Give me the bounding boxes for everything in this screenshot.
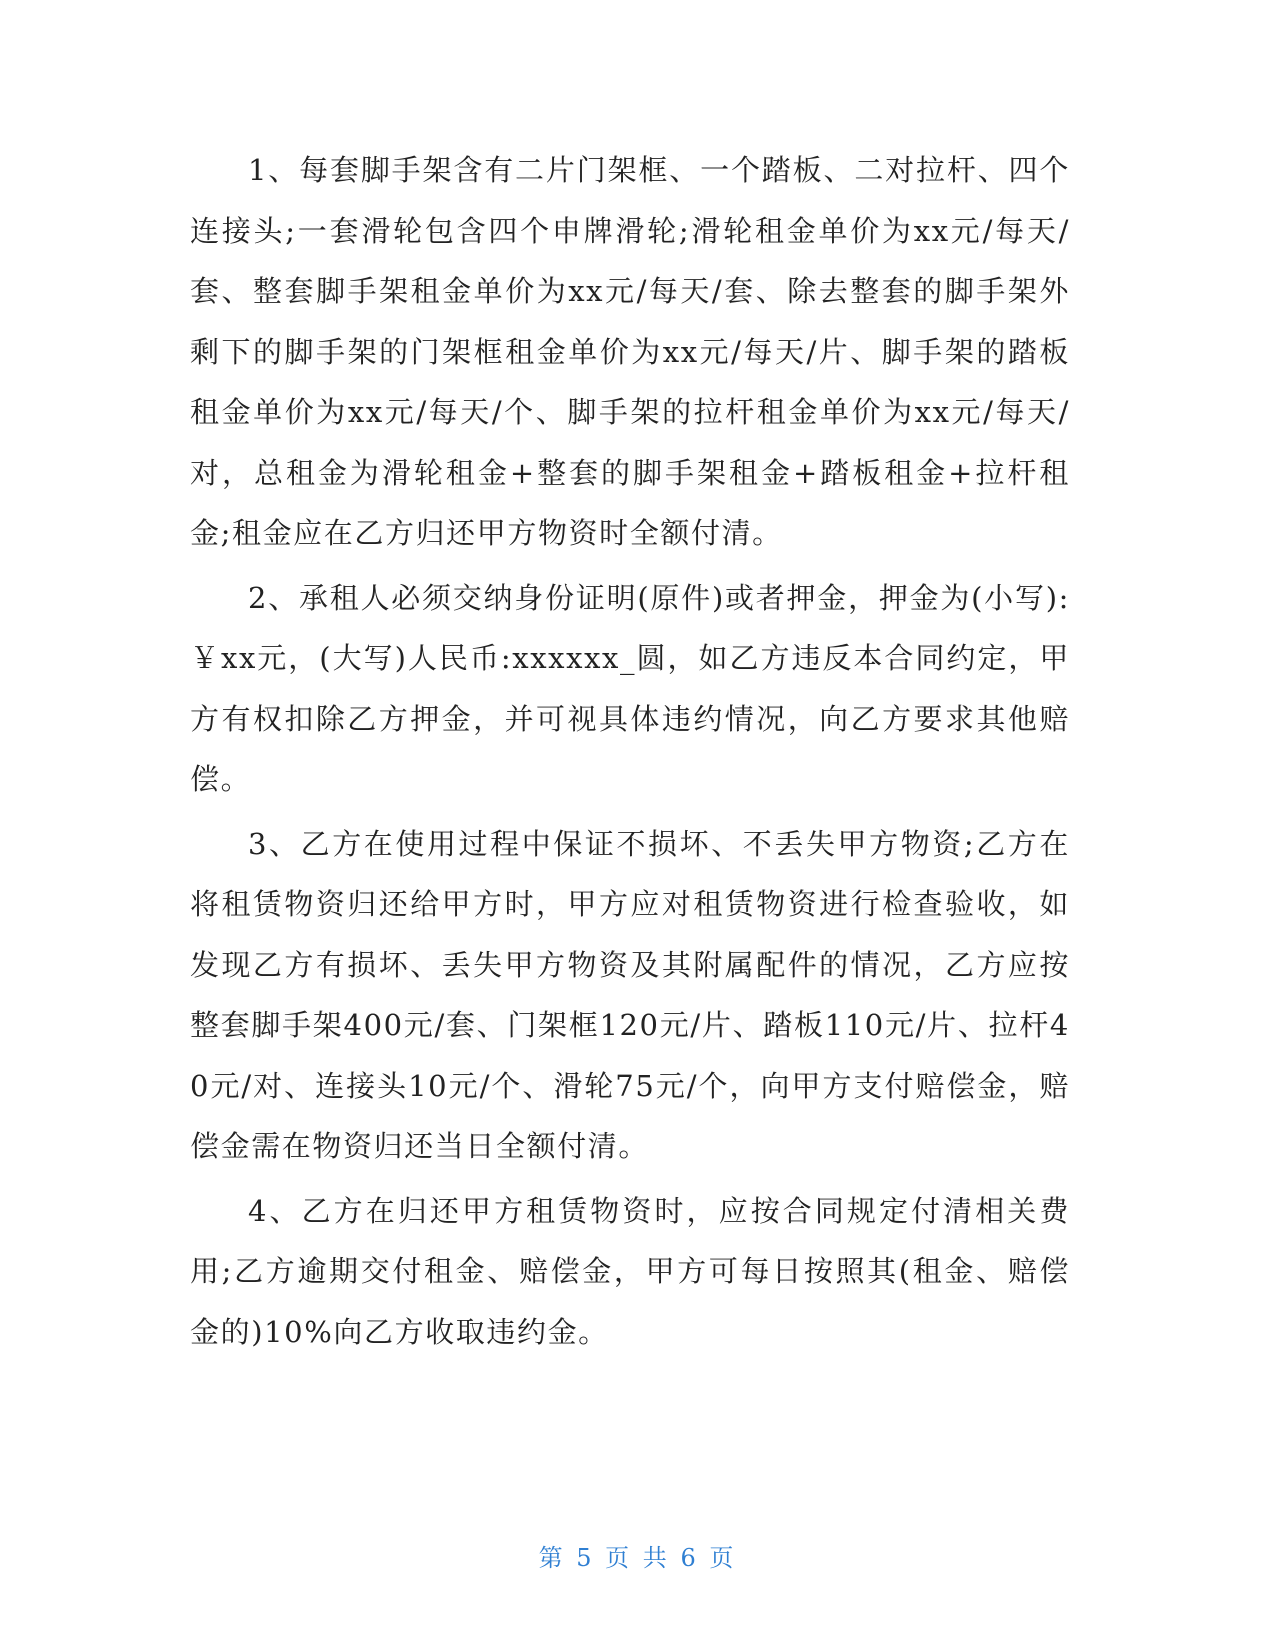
clause-4-paragraph: 4、乙方在归还甲方租赁物资时，应按合同规定付清相关费用;乙方逾期交付租金、赔偿金，甲方可每日按照其(租金、赔偿金的)10%向乙方收取违约金。 <box>190 1193 1070 1349</box>
clause-2-paragraph: 2、承租人必须交纳身份证明(原件)或者押金，押金为(小写):￥xx元，(大写)人民币:xxxxxx_圆，如乙方违反本合同约定，甲方有权扣除乙方押金，并可视具体违约情况，向乙方要求其他赔偿。 <box>190 580 1070 796</box>
clause-3-paragraph: 3、乙方在使用过程中保证不损坏、不丢失甲方物资;乙方在将租赁物资归还给甲方时，甲方应对租赁物资进行检查验收，如发现乙方有损坏、丢失甲方物资及其附属配件的情况，乙方应按整套脚手架400元/套、门架框120元/片、踏板110元/片、拉杆40元/对、连接头10元/个、滑轮75元/个，向甲方支付赔偿金，赔偿金需在物资归还当日全额付清。 <box>190 826 1070 1163</box>
page-number-footer: 第 5 页 共 6 页 <box>538 1544 737 1572</box>
contract-body <box>190 140 1070 1366</box>
clause-1-paragraph: 1、每套脚手架含有二片门架框、一个踏板、二对拉杆、四个连接头;一套滑轮包含四个申牌滑轮;滑轮租金单价为xx元/每天/套、整套脚手架租金单价为xx元/每天/套、除去整套的脚手架外剩下的脚手架的门架框租金单价为xx元/每天/片、脚手架的踏板租金单价为xx元/每天/个、脚手架的拉杆租金单价为xx元/每天/对，总租金为滑轮租金+整套的脚手架租金+踏板租金+拉杆租金;租金应在乙方归还甲方物资时全额付清。 <box>190 153 1070 550</box>
